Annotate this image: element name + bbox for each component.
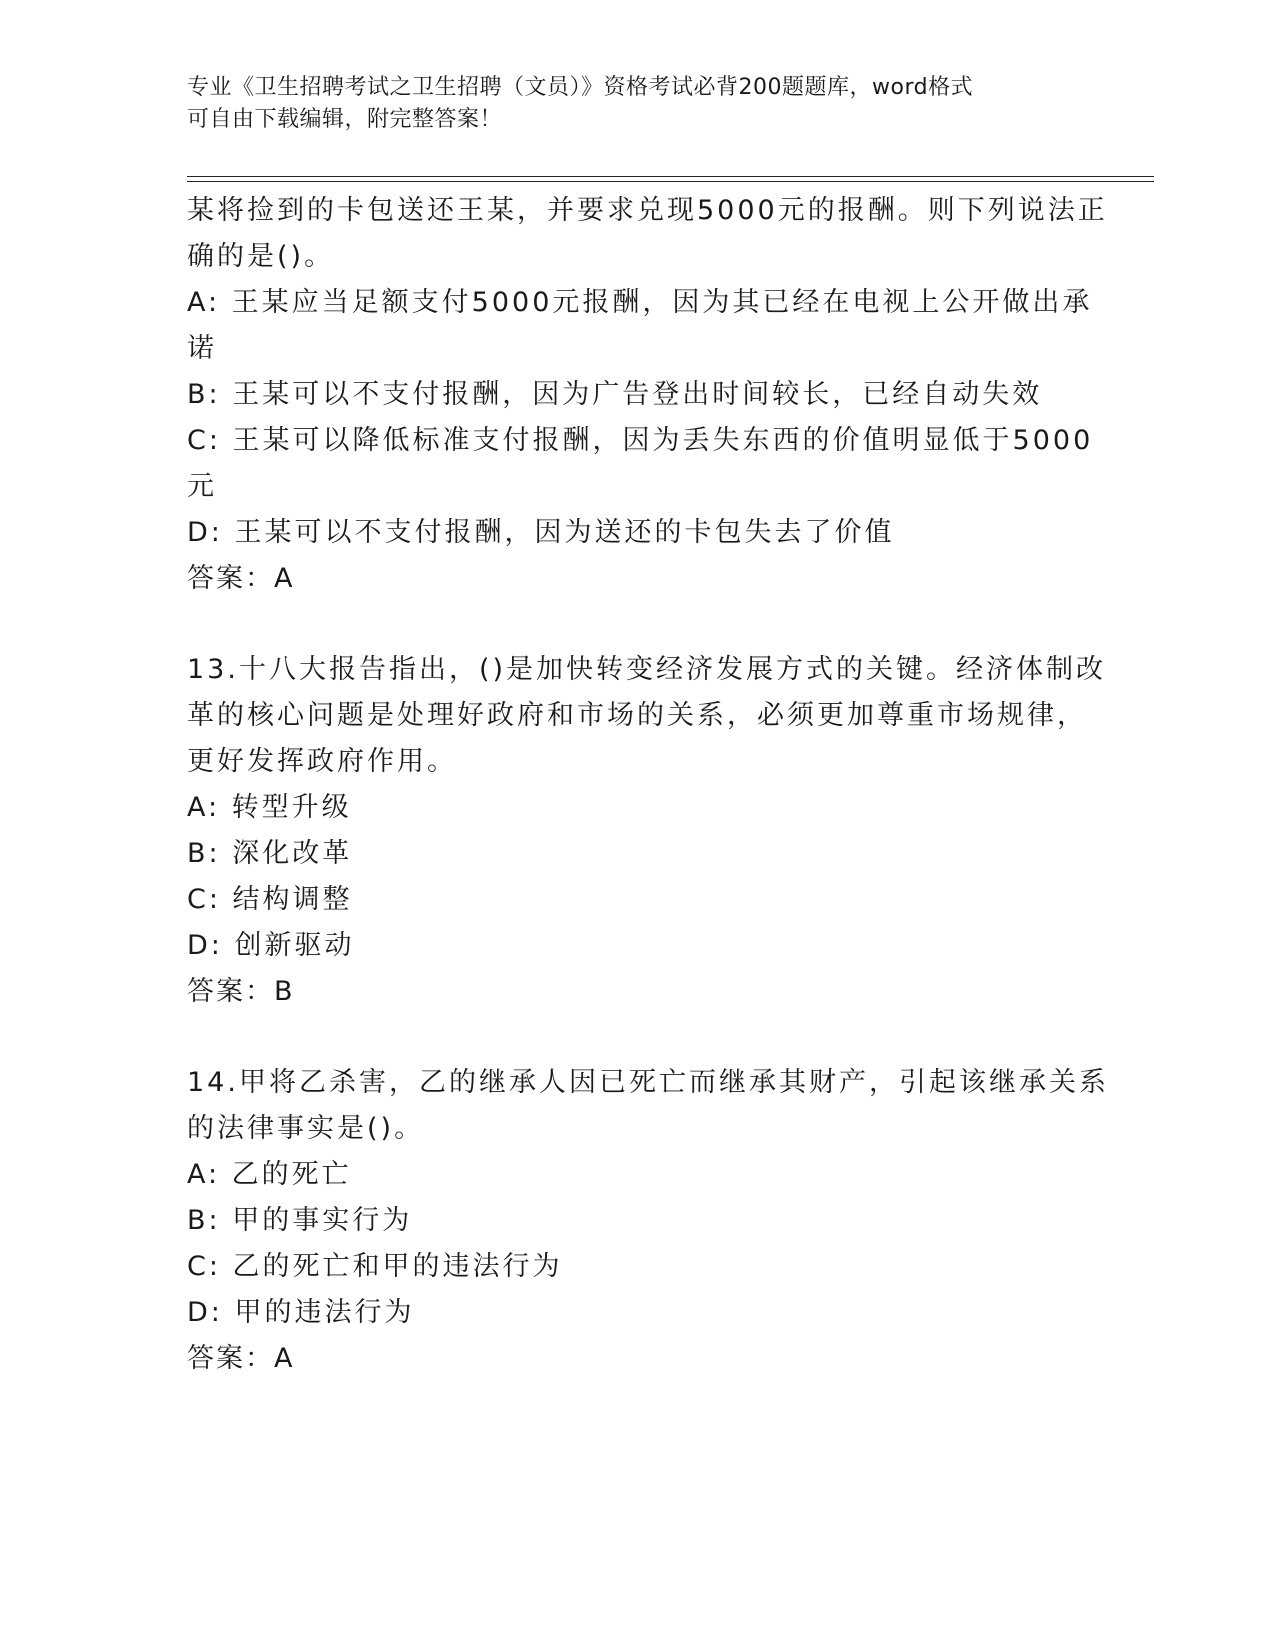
answer-label: 答案：B bbox=[187, 976, 295, 1007]
option-a: A: 转型升级 bbox=[187, 792, 352, 823]
option-a: 诺 bbox=[187, 333, 217, 364]
option-a: A: 乙的死亡 bbox=[187, 1159, 352, 1190]
question-spacer bbox=[187, 602, 1087, 647]
question-12 bbox=[187, 188, 1108, 602]
question-stem: 确的是()。 bbox=[187, 241, 335, 272]
option-c: 元 bbox=[187, 471, 217, 502]
option-d: D: 创新驱动 bbox=[187, 930, 355, 961]
question-13 bbox=[187, 647, 1107, 1015]
header-title-line-1: 专业《卫生招聘考试之卫生招聘（文员）》资格考试必背200题题库，word格式 bbox=[187, 75, 974, 100]
option-c: C: 王某可以降低标准支付报酬，因为丢失东西的价值明显低于5000 bbox=[187, 425, 1094, 456]
option-d: D: 甲的违法行为 bbox=[187, 1297, 415, 1328]
question-stem: 13.十八大报告指出，()是加快转变经济发展方式的关键。经济体制改 bbox=[187, 654, 1107, 685]
answer-label: 答案：A bbox=[187, 1343, 295, 1374]
option-c: C: 乙的死亡和甲的违法行为 bbox=[187, 1251, 563, 1282]
question-14 bbox=[187, 1060, 1109, 1382]
question-content bbox=[187, 188, 1109, 1382]
question-stem: 14.甲将乙杀害，乙的继承人因已死亡而继承其财产，引起该继承关系 bbox=[187, 1067, 1109, 1098]
option-a: A: 王某应当足额支付5000元报酬，因为其已经在电视上公开做出承 bbox=[187, 287, 1093, 318]
question-spacer bbox=[187, 1015, 1087, 1060]
page-header bbox=[187, 72, 1067, 136]
question-stem: 革的核心问题是处理好政府和市场的关系，必须更加尊重市场规律， bbox=[187, 700, 1087, 731]
header-divider bbox=[187, 176, 1154, 182]
option-b: B: 深化改革 bbox=[187, 838, 353, 869]
option-b: B: 甲的事实行为 bbox=[187, 1205, 413, 1236]
question-stem: 更好发挥政府作用。 bbox=[187, 746, 457, 777]
question-stem: 某将捡到的卡包送还王某，并要求兑现5000元的报酬。则下列说法正 bbox=[187, 195, 1108, 226]
option-c: C: 结构调整 bbox=[187, 884, 353, 915]
header-title-line-2: 可自由下载编辑，附完整答案！ bbox=[187, 107, 503, 132]
answer-label: 答案：A bbox=[187, 563, 295, 594]
option-d: D: 王某可以不支付报酬，因为送还的卡包失去了价值 bbox=[187, 517, 895, 548]
question-stem: 的法律事实是()。 bbox=[187, 1113, 425, 1144]
option-b: B: 王某可以不支付报酬，因为广告登出时间较长，已经自动失效 bbox=[187, 379, 1043, 410]
